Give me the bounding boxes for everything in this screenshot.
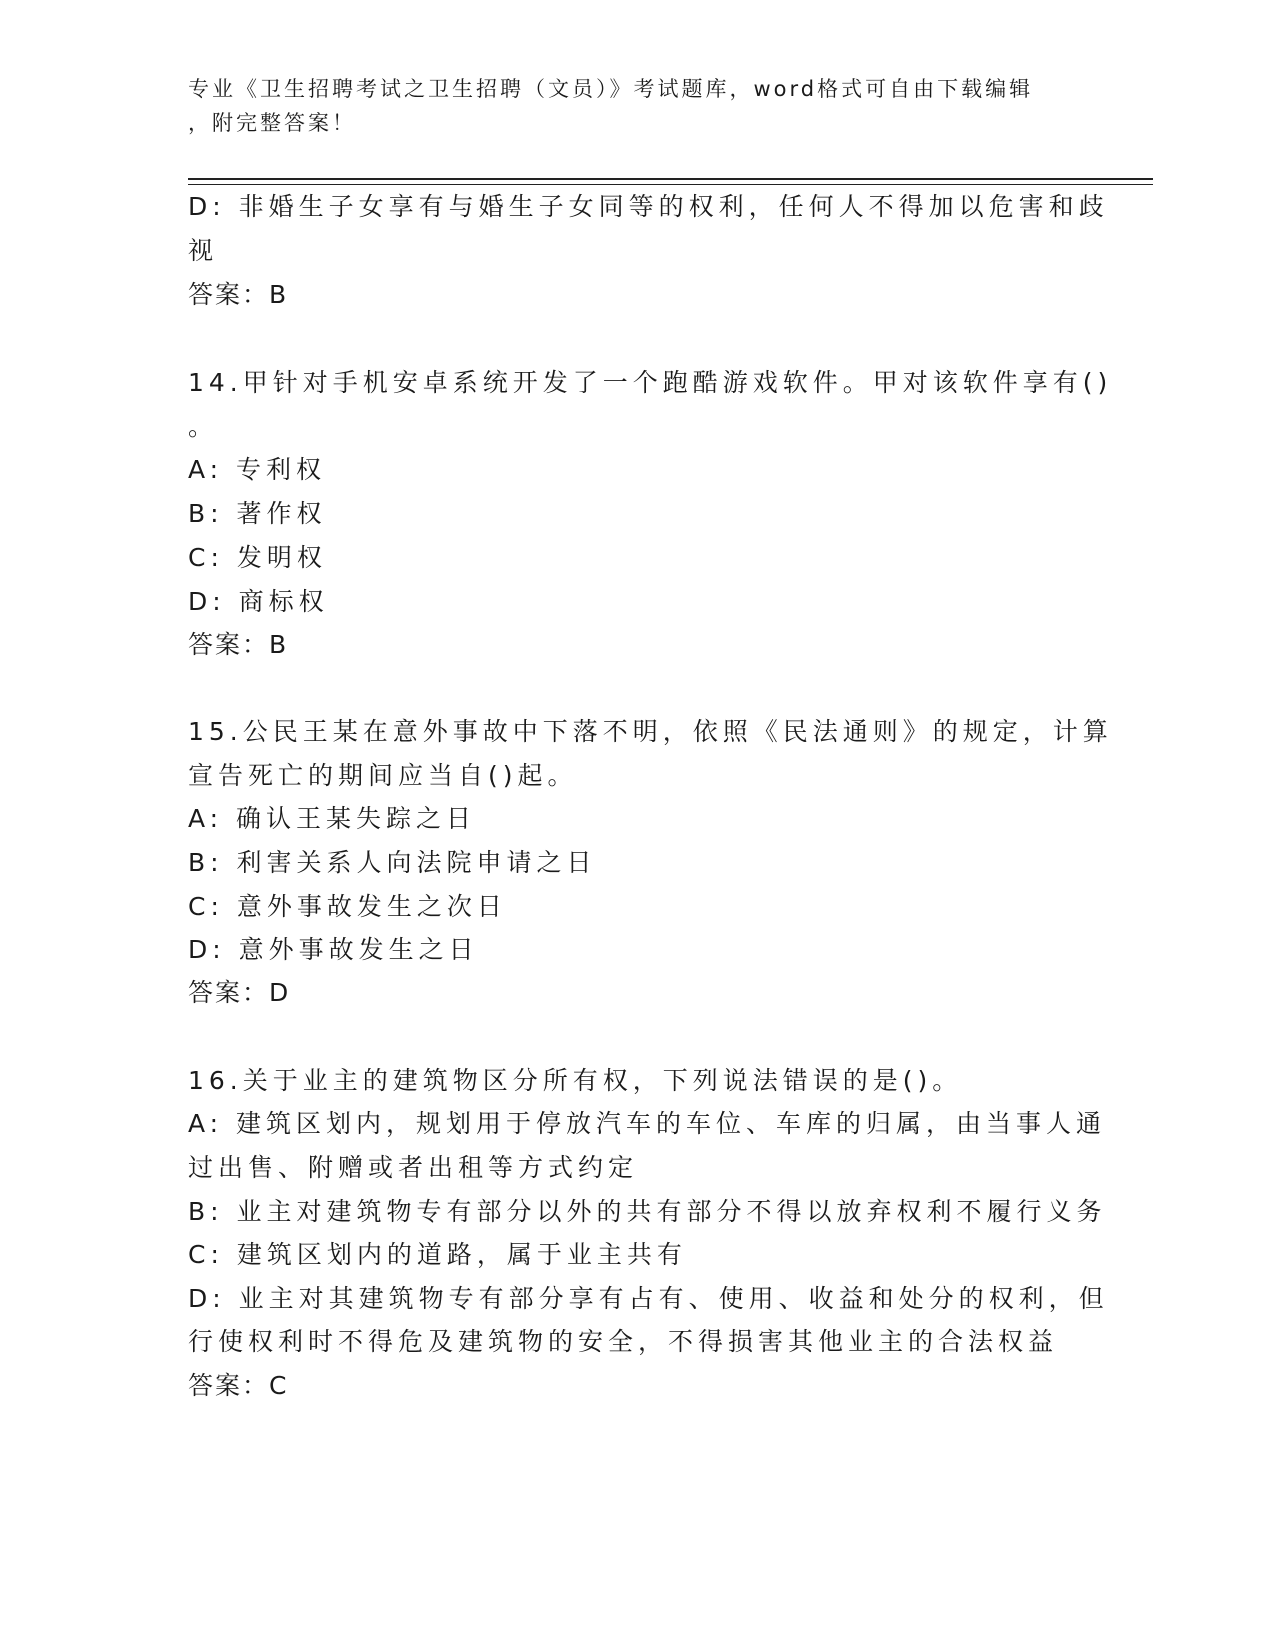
header-line-2: ，附完整答案！ — [188, 111, 356, 135]
q15-option-d: D: 意外事故发生之日 — [188, 935, 479, 964]
q14-stem-line-1: 14.甲针对手机安卓系统开发了一个跑酷游戏软件。甲对该软件享有() — [188, 368, 1113, 397]
q15-option-b: B: 利害关系人向法院申请之日 — [188, 848, 597, 877]
q15-option-a: A: 确认王某失踪之日 — [188, 804, 477, 833]
q16-answer: 答案：C — [188, 1371, 289, 1400]
q13-answer: 答案：B — [188, 280, 289, 309]
q15-option-c: C: 意外事故发生之次日 — [188, 892, 507, 921]
q14-option-d: D: 商标权 — [188, 587, 329, 616]
q16-option-a-line-1: A: 建筑区划内，规划用于停放汽车的车位、车库的归属，由当事人通 — [188, 1109, 1107, 1138]
q16-option-d-line-1: D: 业主对其建筑物专有部分享有占有、使用、收益和处分的权利，但 — [188, 1284, 1109, 1313]
header-line-1: 专业《卫生招聘考试之卫生招聘（文员）》考试题库，word格式可自由下载编辑 — [188, 77, 1034, 101]
q14-option-c: C: 发明权 — [188, 543, 327, 572]
q15-stem-line-2: 宣告死亡的期间应当自()起。 — [188, 761, 578, 790]
q15-stem-line-1: 15.公民王某在意外事故中下落不明，依照《民法通则》的规定，计算 — [188, 717, 1113, 746]
q15-answer: 答案：D — [188, 978, 291, 1007]
q16-stem: 16.关于业主的建筑物区分所有权，下列说法错误的是()。 — [188, 1066, 963, 1095]
q16-option-c: C: 建筑区划内的道路，属于业主共有 — [188, 1240, 687, 1269]
q16-option-b: B: 业主对建筑物专有部分以外的共有部分不得以放弃权利不履行义务 — [188, 1197, 1107, 1226]
q14-option-a: A: 专利权 — [188, 455, 327, 484]
q16-option-d-line-2: 行使权利时不得危及建筑物的安全，不得损害其他业主的合法权益 — [188, 1327, 1059, 1356]
document-header — [188, 72, 1068, 140]
q13-option-d-line-1: D: 非婚生子女享有与婚生子女同等的权利，任何人不得加以危害和歧 — [188, 192, 1109, 221]
q13-option-d-line-2: 视 — [188, 236, 219, 265]
q14-option-b: B: 著作权 — [188, 499, 327, 528]
header-divider-thick — [188, 178, 1153, 180]
q14-stem-line-2: 。 — [188, 412, 219, 441]
header-divider-thin — [188, 184, 1153, 185]
q16-option-a-line-2: 过出售、附赠或者出租等方式约定 — [188, 1153, 639, 1182]
q14-answer: 答案：B — [188, 630, 289, 659]
